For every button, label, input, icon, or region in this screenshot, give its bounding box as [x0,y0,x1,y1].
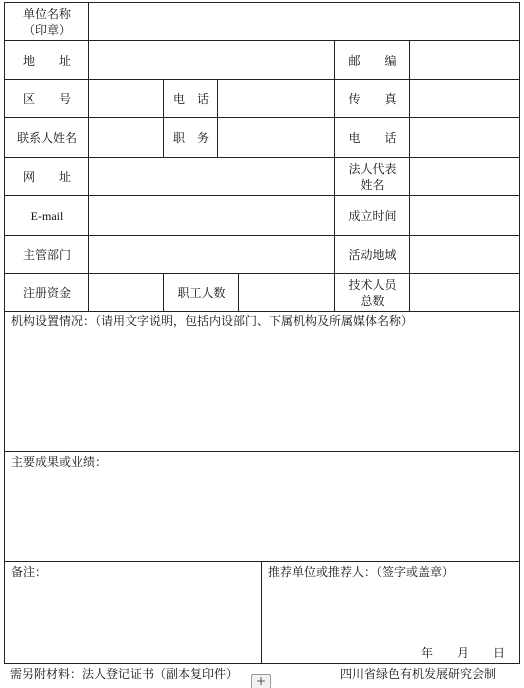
achievements-label: 主要成果或业绩： [11,455,108,469]
region-label: 活动地域 [348,248,397,262]
website-label: 网 址 [22,170,71,184]
email-label: E-mail [30,209,64,223]
capital-label: 注册资金 [22,286,71,300]
postcode-label: 邮 编 [348,53,397,68]
unit-name-label: 单位名称 （印章） [22,7,71,37]
phone-label: 电 话 [172,92,209,106]
address-field[interactable] [89,41,335,80]
supervisor-field[interactable] [89,236,335,274]
position-field[interactable] [218,118,335,158]
area-code-field[interactable] [89,80,164,118]
organizer-credit: 四川省绿色有机发展研究会制 [340,667,497,681]
region-field[interactable] [410,236,519,274]
email-field[interactable] [89,196,335,236]
attachments-note: 需另附材料：法人登记证书（副本复印件） [10,667,239,681]
established-label: 成立时间 [348,209,397,223]
fax-label: 传 真 [348,92,397,106]
supervisor-label: 主管部门 [22,248,71,262]
address-label: 地 址 [22,53,71,68]
telephone-field[interactable] [410,118,519,158]
unit-name-field[interactable] [89,3,519,41]
contact-name-field[interactable] [89,118,164,158]
date-line: 年 月 日 [421,646,506,660]
membership-application-form [4,2,520,664]
org-setup-label: 机构设置情况：（请用文字说明，包括内设部门、下属机构及所属媒体名称） [11,314,414,328]
tech-staff-field[interactable] [410,274,519,312]
postcode-field[interactable] [410,41,519,80]
staff-count-field[interactable] [239,274,335,312]
staff-count-label: 职工人数 [177,286,226,300]
legal-rep-label: 法人代表 姓名 [348,162,397,192]
position-label: 职 务 [172,131,209,145]
area-code-label: 区 号 [22,92,71,106]
tech-staff-label: 技术人员 总数 [348,278,397,308]
telephone-label: 电 话 [348,131,397,145]
capital-field[interactable] [89,274,164,312]
contact-name-label: 联系人姓名 [16,131,77,145]
recommender-label: 推荐单位或推荐人：（签字或盖章） [268,565,455,579]
legal-rep-field[interactable] [410,158,519,196]
fax-field[interactable] [410,80,519,118]
remarks-label: 备注： [11,565,48,579]
established-field[interactable] [410,196,519,236]
website-field[interactable] [89,158,335,196]
add-sheet-button[interactable]: + [251,674,271,688]
org-setup-area[interactable] [5,312,519,452]
phone-field[interactable] [218,80,335,118]
